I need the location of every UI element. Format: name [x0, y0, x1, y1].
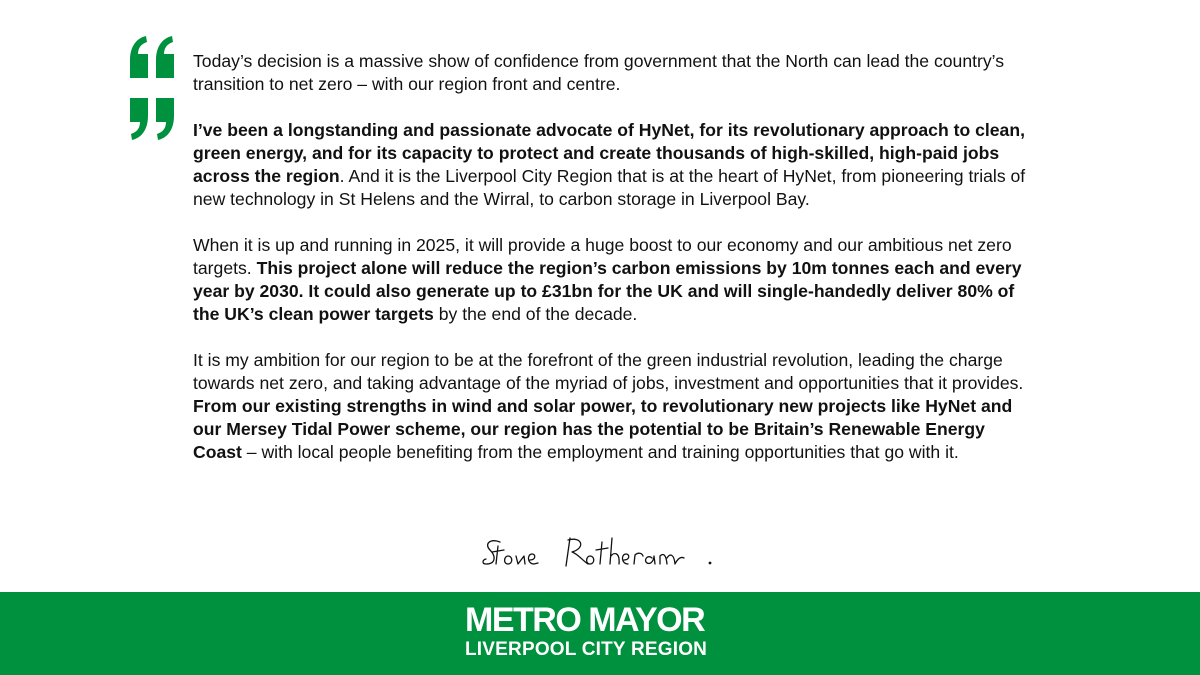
- text-run: Today’s decision is a massive show of confidence from government that the North can lead the country’s transition to net zero – with our region front and centre.: [193, 51, 1005, 94]
- quote-marks-icon: [124, 34, 180, 144]
- signature: [478, 530, 728, 574]
- text-run: – with local people benefiting from the employment and training opportunities that go with it.: [241, 442, 959, 462]
- logo-line2: LIVERPOOL CITY REGION: [465, 639, 708, 660]
- metro-mayor-logo: [465, 603, 737, 661]
- bold-text-run: I’ve been a longstanding and passionate advocate of HyNet, for its revolutionary approach to clean, green energy, and for its capacity to protect and create thousands of high-skilled, high-paid jobs across the region: [193, 120, 1025, 186]
- bold-text-run: This project alone will reduce the region’s carbon emissions by 10m tonnes each and every year by 2030. It could also generate up to £31bn for the UK and will single-handedly deliver 80% of the UK’s clean power targets: [193, 258, 1022, 324]
- quote-paragraph: [193, 349, 1033, 464]
- text-run: by the end of the decade.: [433, 304, 638, 324]
- text-run: It is my ambition for our region to be at the forefront of the green industrial revolution, leading the charge towards net zero, and taking advantage of the myriad of jobs, investment and opportunities that it provides.: [193, 350, 1024, 393]
- bold-text-run: From our existing strengths in wind and solar power, to revolutionary new projects like HyNet and our Mersey Tidal Power scheme, our region has the potential to be Britain’s Renewable Energy Coast: [193, 396, 1013, 462]
- logo-line1: METRO MAYOR: [465, 601, 705, 639]
- text-run: When it is up and running in 2025, it will provide a huge boost to our economy and our ambitious net zero targets.: [193, 235, 1012, 278]
- footer-band: [0, 592, 1200, 675]
- quote-paragraph: [193, 234, 1033, 326]
- quote-paragraph: [193, 119, 1033, 211]
- quote-paragraph: [193, 50, 1033, 96]
- quote-text: [193, 50, 1033, 487]
- text-run: . And it is the Liverpool City Region that is at the heart of HyNet, from pioneering trials of new technology in St Helens and the Wirral, to carbon storage in Liverpool Bay.: [193, 166, 1026, 209]
